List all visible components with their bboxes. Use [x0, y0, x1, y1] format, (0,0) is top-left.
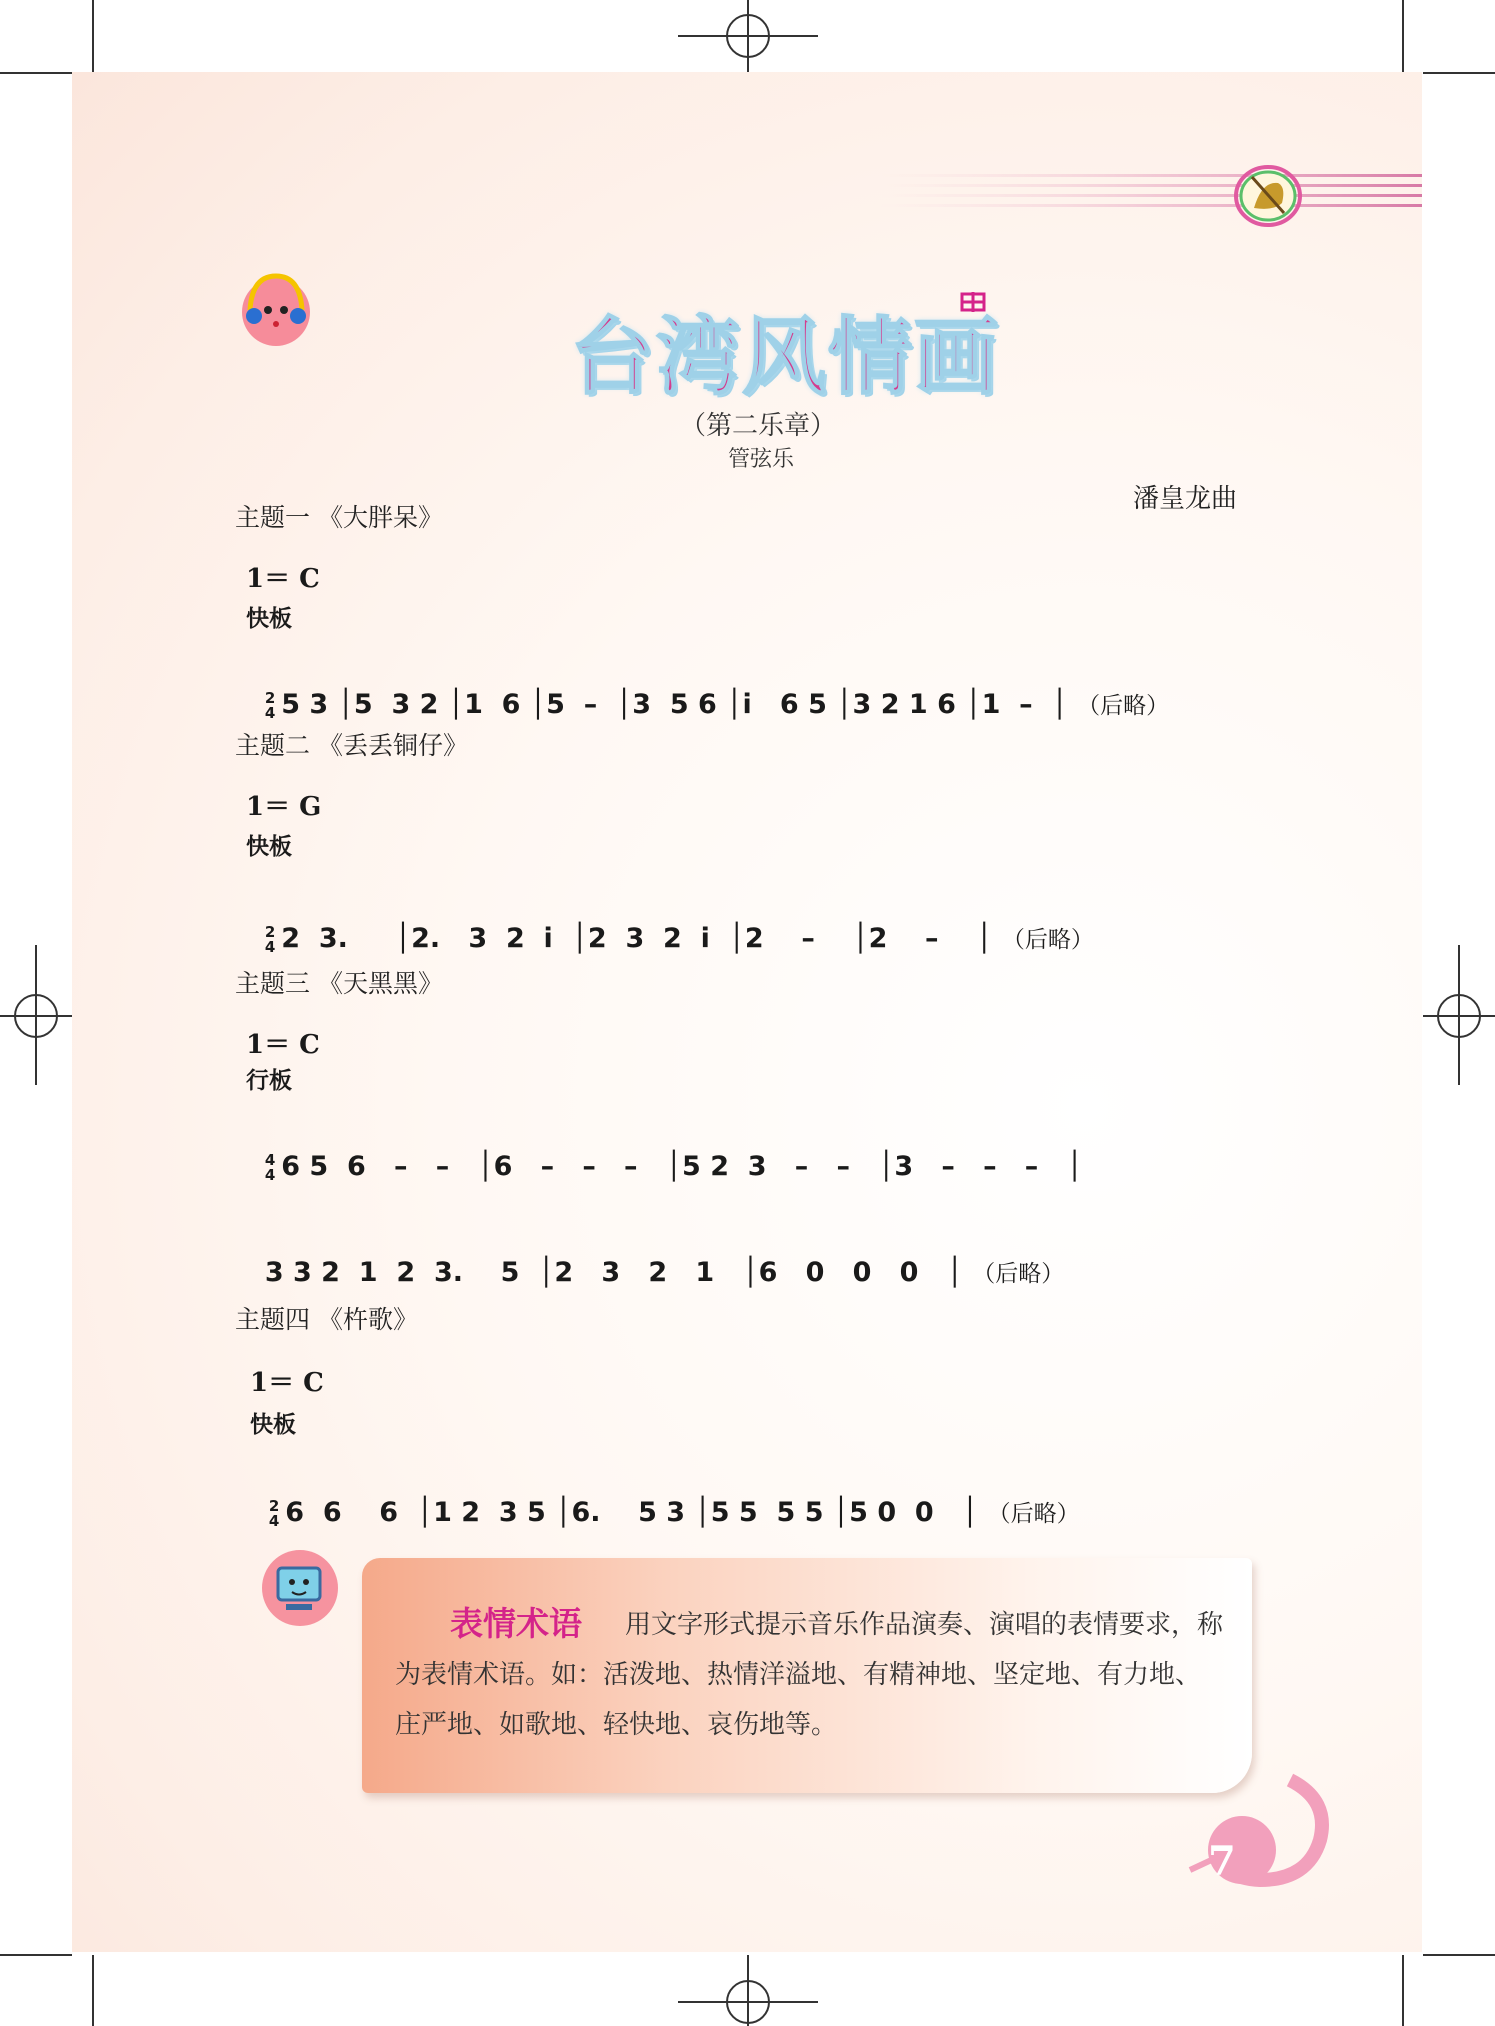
crop-mark	[747, 1955, 749, 2026]
theme-heading: 主题四 《杵歌》	[235, 1305, 418, 1334]
score-notes: 3 3 2 1 2 3. 5 │2 3 2 1 │6 0 0 0 │	[264, 1257, 963, 1288]
crop-mark	[1423, 1015, 1495, 1017]
note-marker-icon	[958, 288, 988, 316]
computer-mascot-icon	[258, 1546, 342, 1630]
crop-mark	[0, 1954, 72, 1956]
crop-mark	[92, 1955, 94, 2026]
key-signature: 1＝ C	[250, 1368, 324, 1398]
score-line	[246, 1224, 1064, 1288]
header-stripes	[880, 160, 1422, 220]
page-number: 7	[1208, 1838, 1236, 1885]
theme-heading: 主题三 《天黑黑》	[235, 969, 443, 998]
theme-heading: 主题二 《丢丢铜仔》	[235, 731, 468, 760]
key-signature: 1＝ C	[246, 564, 320, 594]
score-notes: 2 3. │2. 3 2 i │2 3 2 i │2 – │2 – │	[281, 923, 993, 954]
crop-mark	[747, 0, 749, 72]
time-sig-bottom: 4	[268, 1511, 280, 1530]
tempo-mark: 快板	[246, 606, 292, 632]
time-sig-top: 2	[264, 688, 276, 707]
omitted-mark: （后略）	[987, 1501, 1080, 1527]
time-signature	[264, 688, 276, 722]
crop-mark	[1423, 72, 1495, 74]
score-line	[246, 1120, 1083, 1183]
score-line	[250, 1464, 1080, 1529]
theme-heading: 主题一 《大胖呆》	[235, 503, 443, 532]
tip-text: 用文字形式提示音乐作品演奏、演唱的表情要求，称为表情术语。如：活泼地、热情洋溢地、有精神地、坚定地、有力地、庄严地、如歌地、轻快地、哀伤地等。	[395, 1610, 1224, 1740]
score-notes: 6 6 6 │1 2 3 5 │6. 5 3 │5 5 5 5 │5 0 0 │	[285, 1497, 979, 1528]
subtitle: （第二乐章）	[680, 411, 837, 441]
time-sig-bottom: 4	[264, 703, 276, 722]
tempo-mark: 快板	[250, 1412, 296, 1438]
time-signature	[264, 922, 276, 956]
page-title: 台湾风情画	[570, 308, 1001, 406]
time-sig-top: 2	[264, 922, 276, 941]
score-line	[246, 890, 1094, 955]
time-sig-top: 2	[268, 1496, 280, 1515]
key-signature: 1＝ G	[246, 792, 322, 822]
score-notes: 6 5 6 – – │6 – – – │5 2 3 – – │3 – – – │	[281, 1151, 1083, 1182]
time-signature	[268, 1496, 280, 1530]
time-sig-top: 4	[264, 1150, 276, 1169]
crop-mark	[1402, 0, 1404, 72]
time-sig-bottom: 4	[264, 1165, 276, 1184]
tip-term: 表情术语	[450, 1604, 582, 1643]
genre-label: 管弦乐	[728, 447, 795, 472]
crop-mark	[1402, 1955, 1404, 2026]
headphone-mascot-icon	[238, 270, 314, 350]
time-sig-bottom: 4	[264, 937, 276, 956]
omitted-mark: （后略）	[1001, 927, 1094, 953]
french-horn-icon	[1180, 1760, 1340, 1910]
key-signature: 1＝ C	[246, 1030, 320, 1060]
omitted-mark: （后略）	[972, 1261, 1065, 1287]
omitted-mark: （后略）	[1077, 693, 1170, 719]
time-signature	[264, 1150, 276, 1184]
instruments-emblem-icon	[1232, 163, 1304, 229]
crop-mark	[1423, 1954, 1495, 1956]
crop-mark	[92, 0, 94, 72]
score-line	[246, 656, 1169, 721]
tempo-mark: 行板	[246, 1068, 292, 1094]
crop-mark	[0, 72, 72, 74]
score-notes: 5 3 │5 3 2 │1 6 │5 – │3 5 6 │i 6 5 │3 2 1 6 │1 – │	[281, 689, 1068, 720]
tempo-mark: 快板	[246, 834, 292, 860]
crop-mark	[0, 1015, 72, 1017]
composer: 潘皇龙曲	[1133, 484, 1238, 514]
